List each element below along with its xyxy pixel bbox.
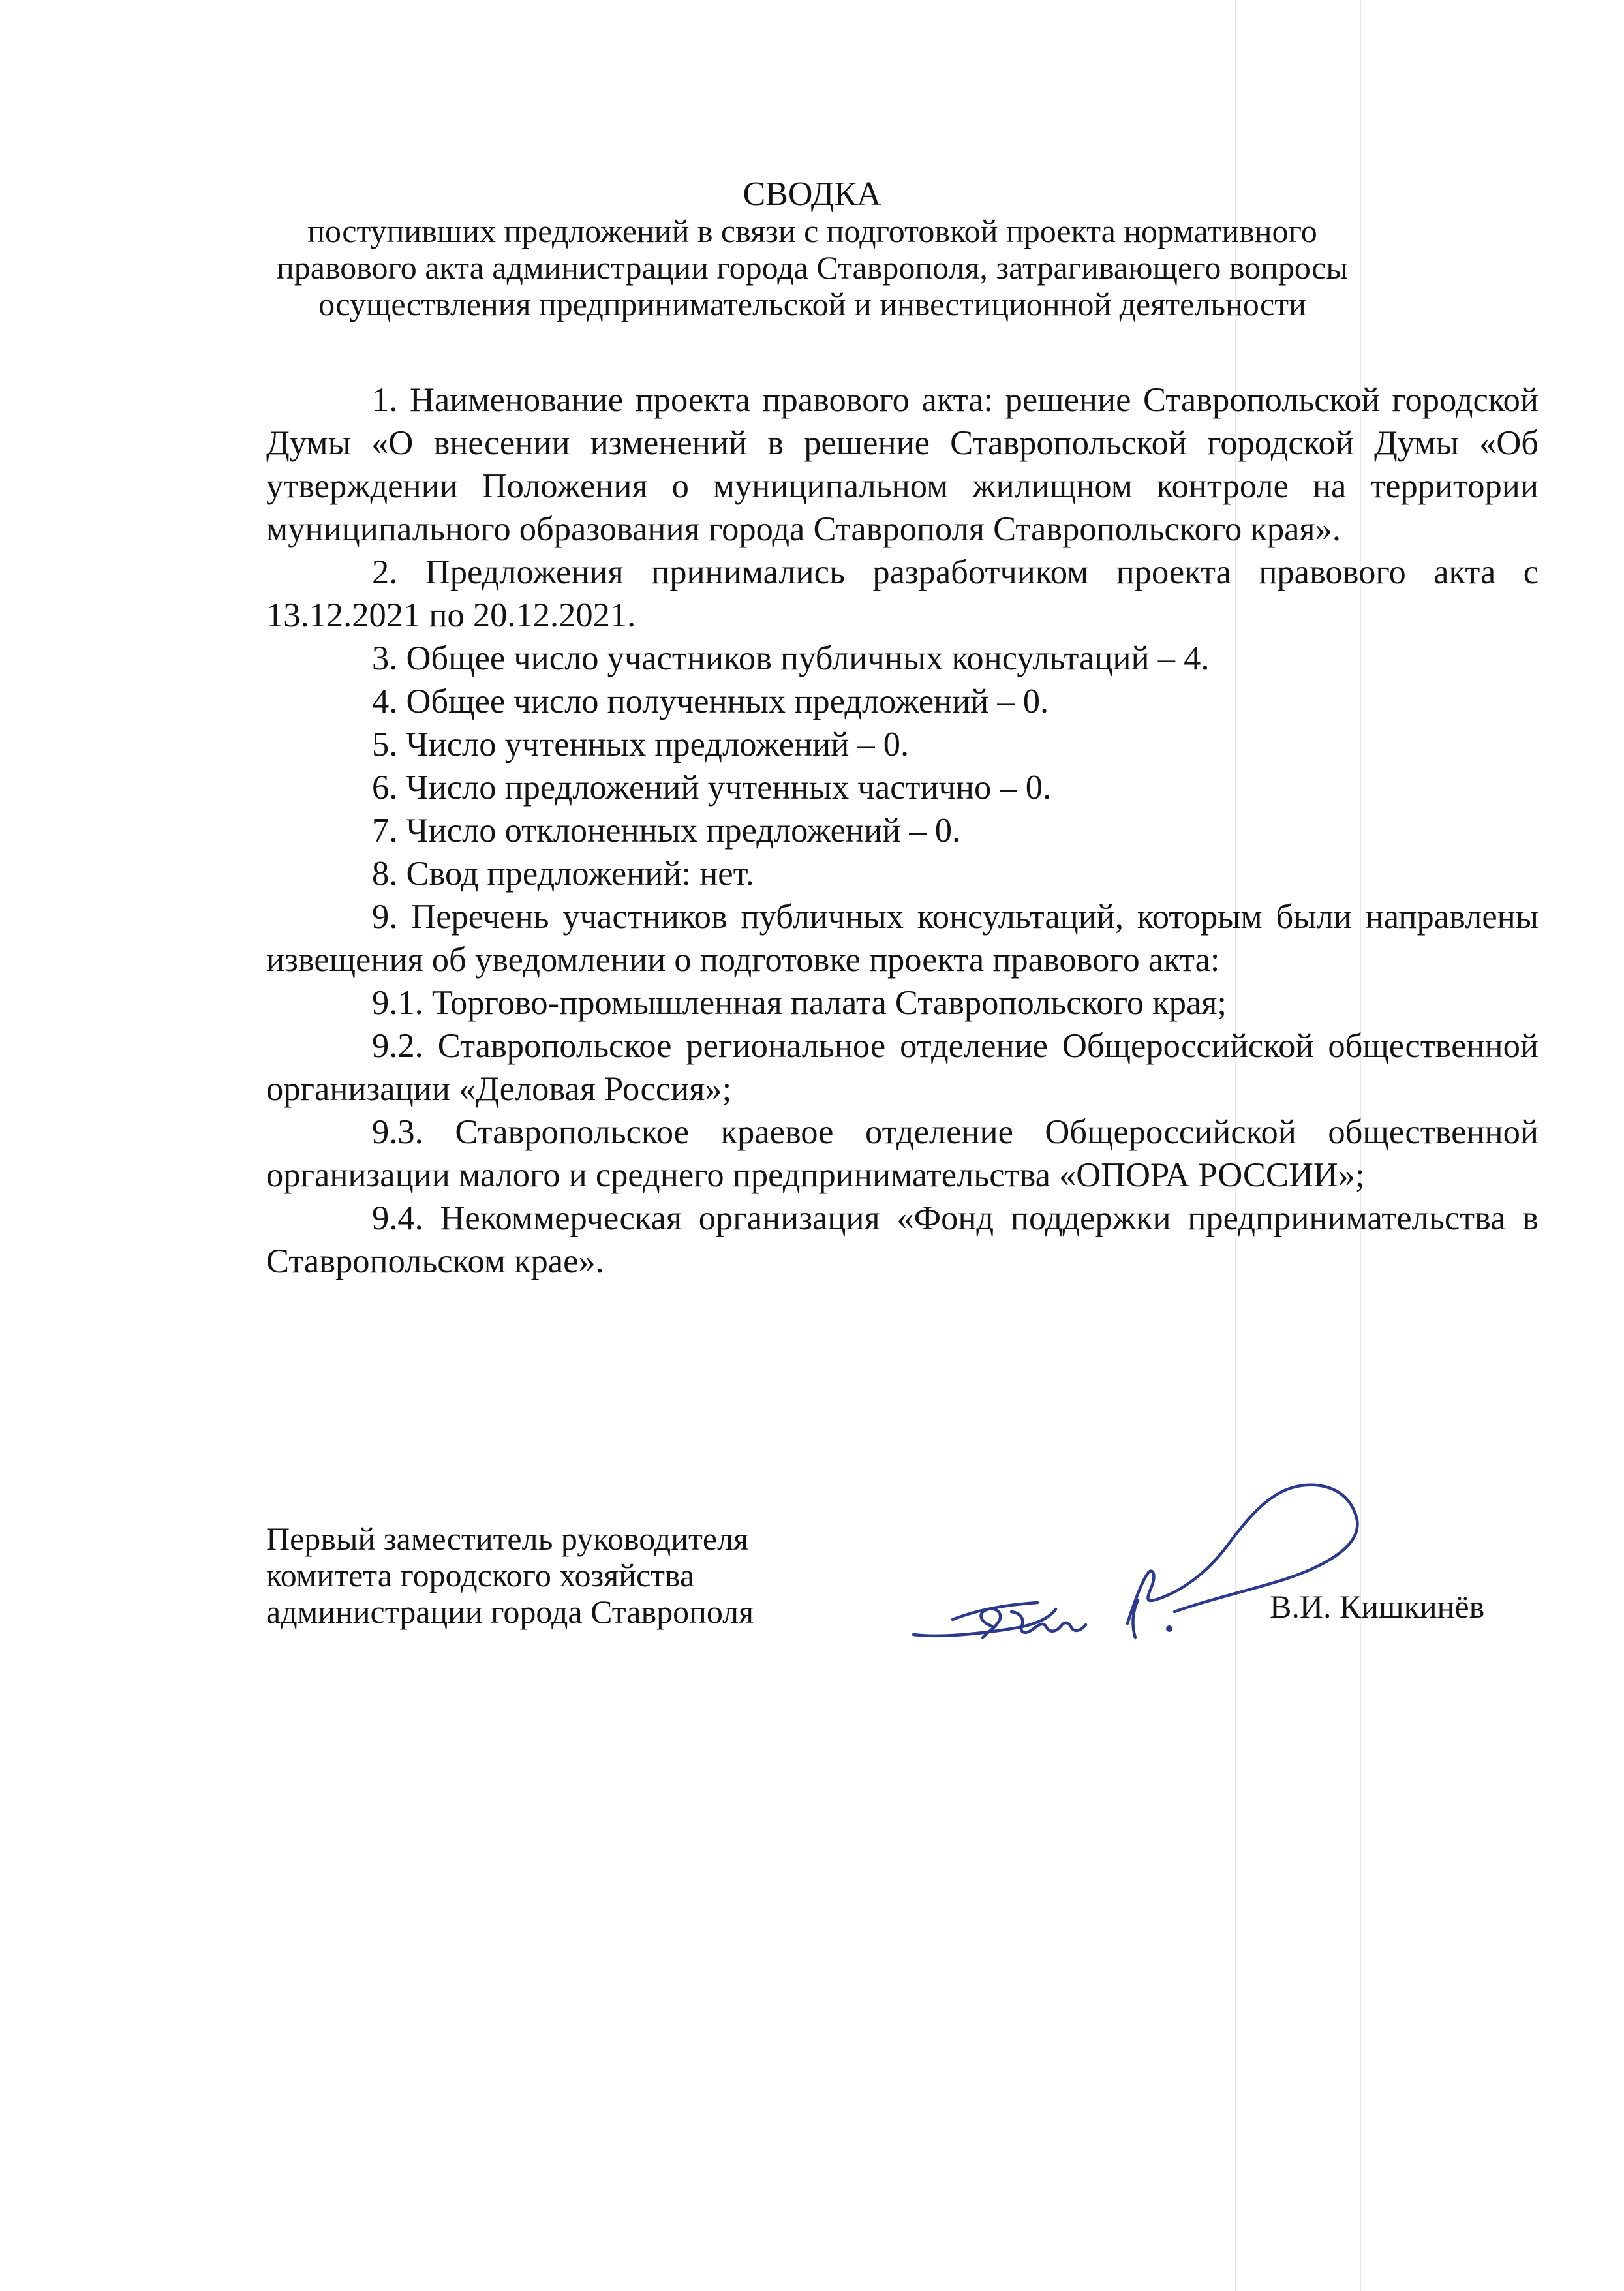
subtitle-line: поступивших предложений в связи с подготовкой проекта нормативного	[307, 213, 1317, 249]
signer-position-line: Первый заместитель руководителя	[266, 1520, 748, 1557]
subtitle-line: правового акта администрации города Ставрополя, затрагивающего вопросы	[277, 249, 1348, 286]
signer-position-line: администрации города Ставрополя	[266, 1593, 754, 1630]
paragraph-6: 6. Число предложений учтенных частично – 0.	[372, 769, 1052, 807]
signer-position	[266, 1520, 754, 1630]
document-body	[266, 378, 1539, 1283]
paragraph-8: 8. Свод предложений: нет.	[372, 855, 754, 893]
document-subtitle	[261, 213, 1364, 322]
paragraph-4: 4. Общее число полученных предложений – 0.	[372, 683, 1049, 720]
paragraph-9: 9. Перечень участников публичных консультаций, которым были направлены извещения об уведомлении о подготовке проекта правового акта:	[266, 898, 1539, 979]
paragraph-3: 3. Общее число участников публичных консультаций – 4.	[372, 639, 1210, 677]
paragraph-9-2: 9.2. Ставропольское региональное отделение Общероссийской общественной организации «Деловая Россия»;	[266, 1027, 1539, 1108]
document-title: СВОДКА	[743, 176, 881, 213]
paragraph-9-3: 9.3. Ставропольское краевое отделение Общероссийской общественной организации малого и среднего предпринимательства «ОПОРА РОССИИ»;	[266, 1113, 1539, 1194]
signer-position-line: комитета городского хозяйства	[266, 1557, 695, 1593]
paragraph-9-1: 9.1. Торгово-промышленная палата Ставропольского края;	[372, 984, 1227, 1022]
paragraph-7: 7. Число отклоненных предложений – 0.	[372, 812, 961, 850]
paragraph-1: 1. Наименование проекта правового акта: решение Ставропольской городской Думы «О внесении изменений в решение Ставропольской городской Думы «Об утверждении Положения о муниципальном жилищном контроле на территории муниципального образования города Ставрополя Ставропольского края».	[266, 381, 1539, 548]
signer-name: В.И. Кишкинёв	[1270, 1588, 1485, 1625]
paragraph-2: 2. Предложения принимались разработчиком проекта правового акта с 13.12.2021 по 20.12.2021.	[266, 553, 1539, 634]
paragraph-9-4: 9.4. Некоммерческая организация «Фонд поддержки предпринимательства в Ставропольском крае».	[266, 1199, 1539, 1280]
paragraph-5: 5. Число учтенных предложений – 0.	[372, 726, 910, 763]
handwritten-signature	[900, 1449, 1396, 1657]
subtitle-line: осуществления предпринимательской и инвестиционной деятельности	[318, 286, 1306, 322]
